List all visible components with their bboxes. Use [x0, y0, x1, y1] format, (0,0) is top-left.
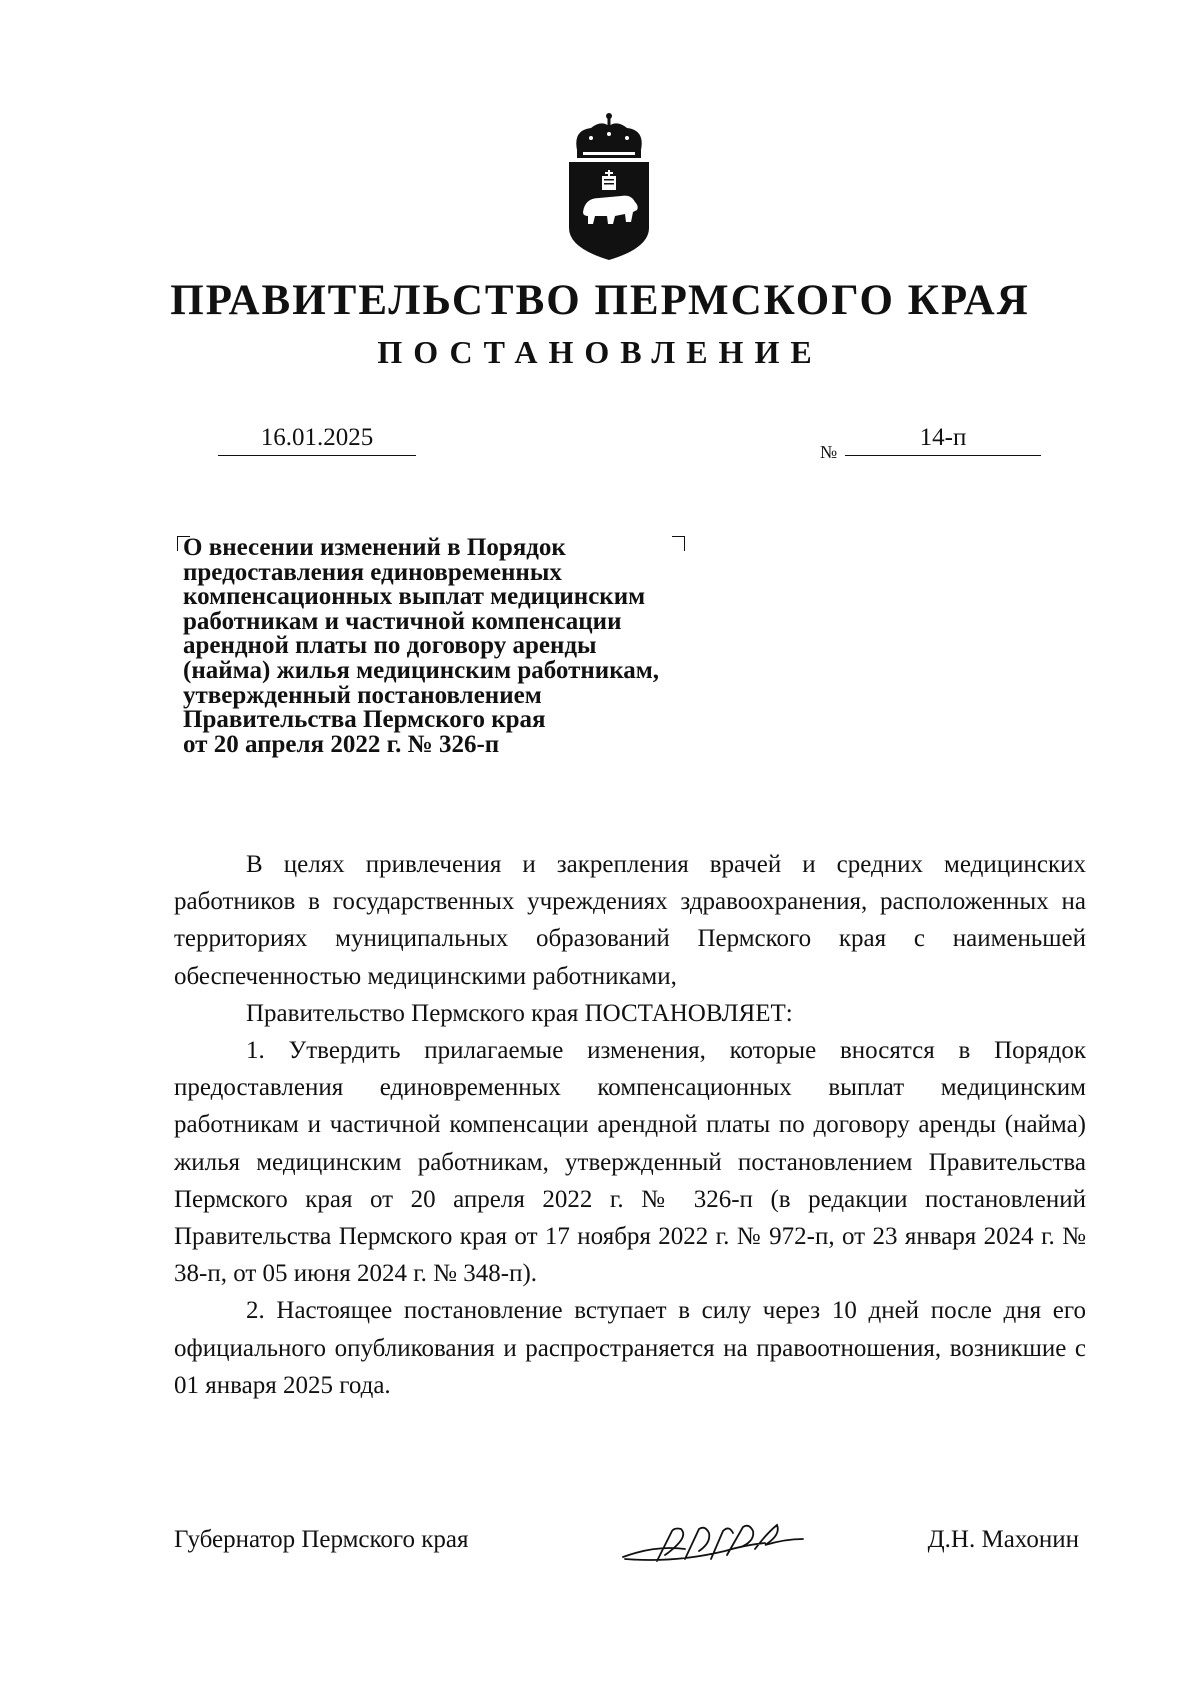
subject-line: Правительства Пермского края — [183, 706, 546, 734]
body-paragraph-resolves: Правительство Пермского края ПОСТАНОВЛЯЕТ: — [246, 999, 793, 1027]
signatory-role: Губернатор Пермского края — [174, 1526, 469, 1553]
subject-line: от 20 апреля 2022 г. № 326-п — [183, 730, 500, 758]
subject-line: компенсационных выплат медицинским — [183, 583, 646, 611]
number-sign: № — [820, 442, 838, 462]
document-type-heading: ПОСТАНОВЛЕНИЕ — [377, 334, 823, 370]
subject-line: утвержденный постановлением — [183, 681, 542, 709]
body-paragraph-preamble: В целях привлечения и закрепления врачей и средних медицинских работников в государственных учреждениях здравоохранения, расположенных на территориях муниципальных образований Пермского края с наименьшей обеспеченностью медицинскими работниками, — [174, 851, 1086, 990]
document-number: 14-п — [845, 424, 1041, 456]
subject-line: предоставления единовременных — [183, 558, 562, 586]
subject-line: О внесении изменений в Порядок — [183, 534, 566, 561]
document-subject — [183, 536, 743, 757]
signatory-name: Д.Н. Махонин — [927, 1526, 1079, 1553]
subject-line: арендной платы по договору аренды — [183, 632, 597, 660]
body-paragraph-item-2: 2. Настоящее постановление вступает в силу через 10 дней после дня его официального опубликования и распространяется на правоотношения, возникшие с 01 января 2025 года. — [174, 1297, 1086, 1399]
document-body — [174, 846, 1086, 1404]
subject-line: (найма) жилья медицинским работникам, — [183, 656, 660, 684]
body-paragraph-item-1: 1. Утвердить прилагаемые изменения, которые вносятся в Порядок предоставления единовременных компенсационных выплат медицинским работникам и частичной компенсации арендной платы по договору аренды (найма) жилья медицинским работникам, утвержденный постановлением Правительства Пермского края от 20 апреля 2022 г. № 326-п (в редакции постановлений Правительства Пермского края от 17 ноября 2022 г. № 972-п, от 23 января 2024 г. № 38-п, от 05 июня 2024 г. № 348-п). — [174, 1037, 1086, 1288]
document-date: 16.01.2025 — [218, 424, 416, 456]
handwritten-signature — [615, 1515, 815, 1575]
subject-line: работникам и частичной компенсации — [183, 607, 622, 635]
organization-title: ПРАВИТЕЛЬСТВО ПЕРМСКОГО КРАЯ — [170, 277, 1030, 324]
coat-of-arms-icon — [563, 110, 655, 260]
